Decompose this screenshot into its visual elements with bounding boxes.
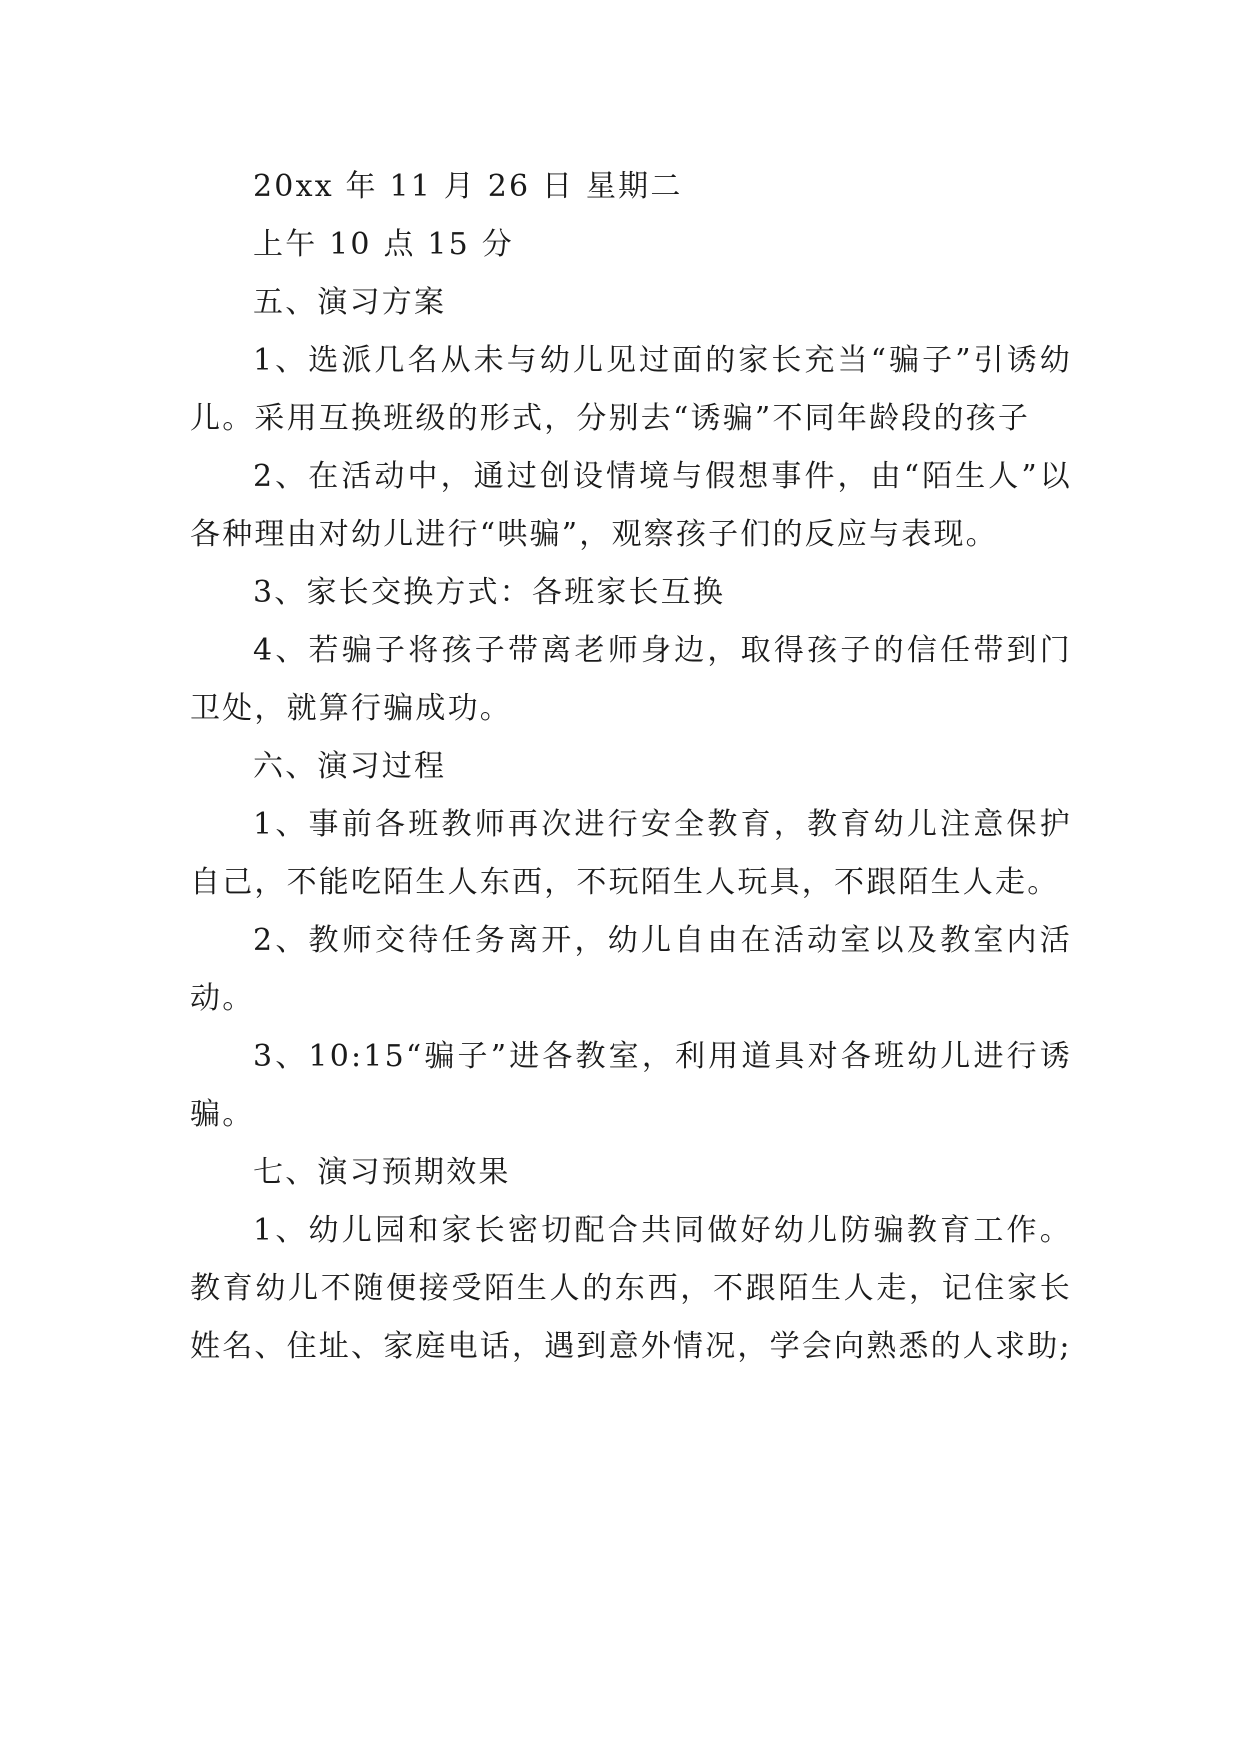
section-heading-expected-effect: 七、演习预期效果 xyxy=(253,1155,511,1190)
effect-item-1: 1、幼儿园和家长密切配合共同做好幼儿防骗教育工作。教育幼儿不随便接受陌生人的东西，不跟陌生人走，记住家长姓名、住址、家庭电话，遇到意外情况，学会向熟悉的人求助; xyxy=(190,1213,1072,1364)
plan-item-4: 4、若骗子将孩子带离老师身边，取得孩子的信任带到门卫处，就算行骗成功。 xyxy=(190,633,1072,726)
section-heading-drill-process: 六、演习过程 xyxy=(253,749,447,784)
time-line: 上午 10 点 15 分 xyxy=(253,227,514,262)
document-body xyxy=(190,158,1072,1376)
process-item-2: 2、教师交待任务离开，幼儿自由在活动室以及教室内活动。 xyxy=(190,923,1072,1016)
process-item-1: 1、事前各班教师再次进行安全教育，教育幼儿注意保护自己，不能吃陌生人东西，不玩陌生人玩具，不跟陌生人走。 xyxy=(190,807,1072,900)
plan-item-1: 1、选派几名从未与幼儿见过面的家长充当“骗子”引诱幼儿。采用互换班级的形式，分别去“诱骗”不同年龄段的孩子 xyxy=(190,343,1072,436)
process-item-3: 3、10:15“骗子”进各教室，利用道具对各班幼儿进行诱骗。 xyxy=(190,1039,1072,1132)
plan-item-2: 2、在活动中，通过创设情境与假想事件，由“陌生人”以各种理由对幼儿进行“哄骗”，观察孩子们的反应与表现。 xyxy=(190,459,1072,552)
section-heading-drill-plan: 五、演习方案 xyxy=(253,285,447,320)
plan-item-3: 3、家长交换方式：各班家长互换 xyxy=(253,575,726,610)
date-line: 20xx 年 11 月 26 日 星期二 xyxy=(253,169,683,204)
